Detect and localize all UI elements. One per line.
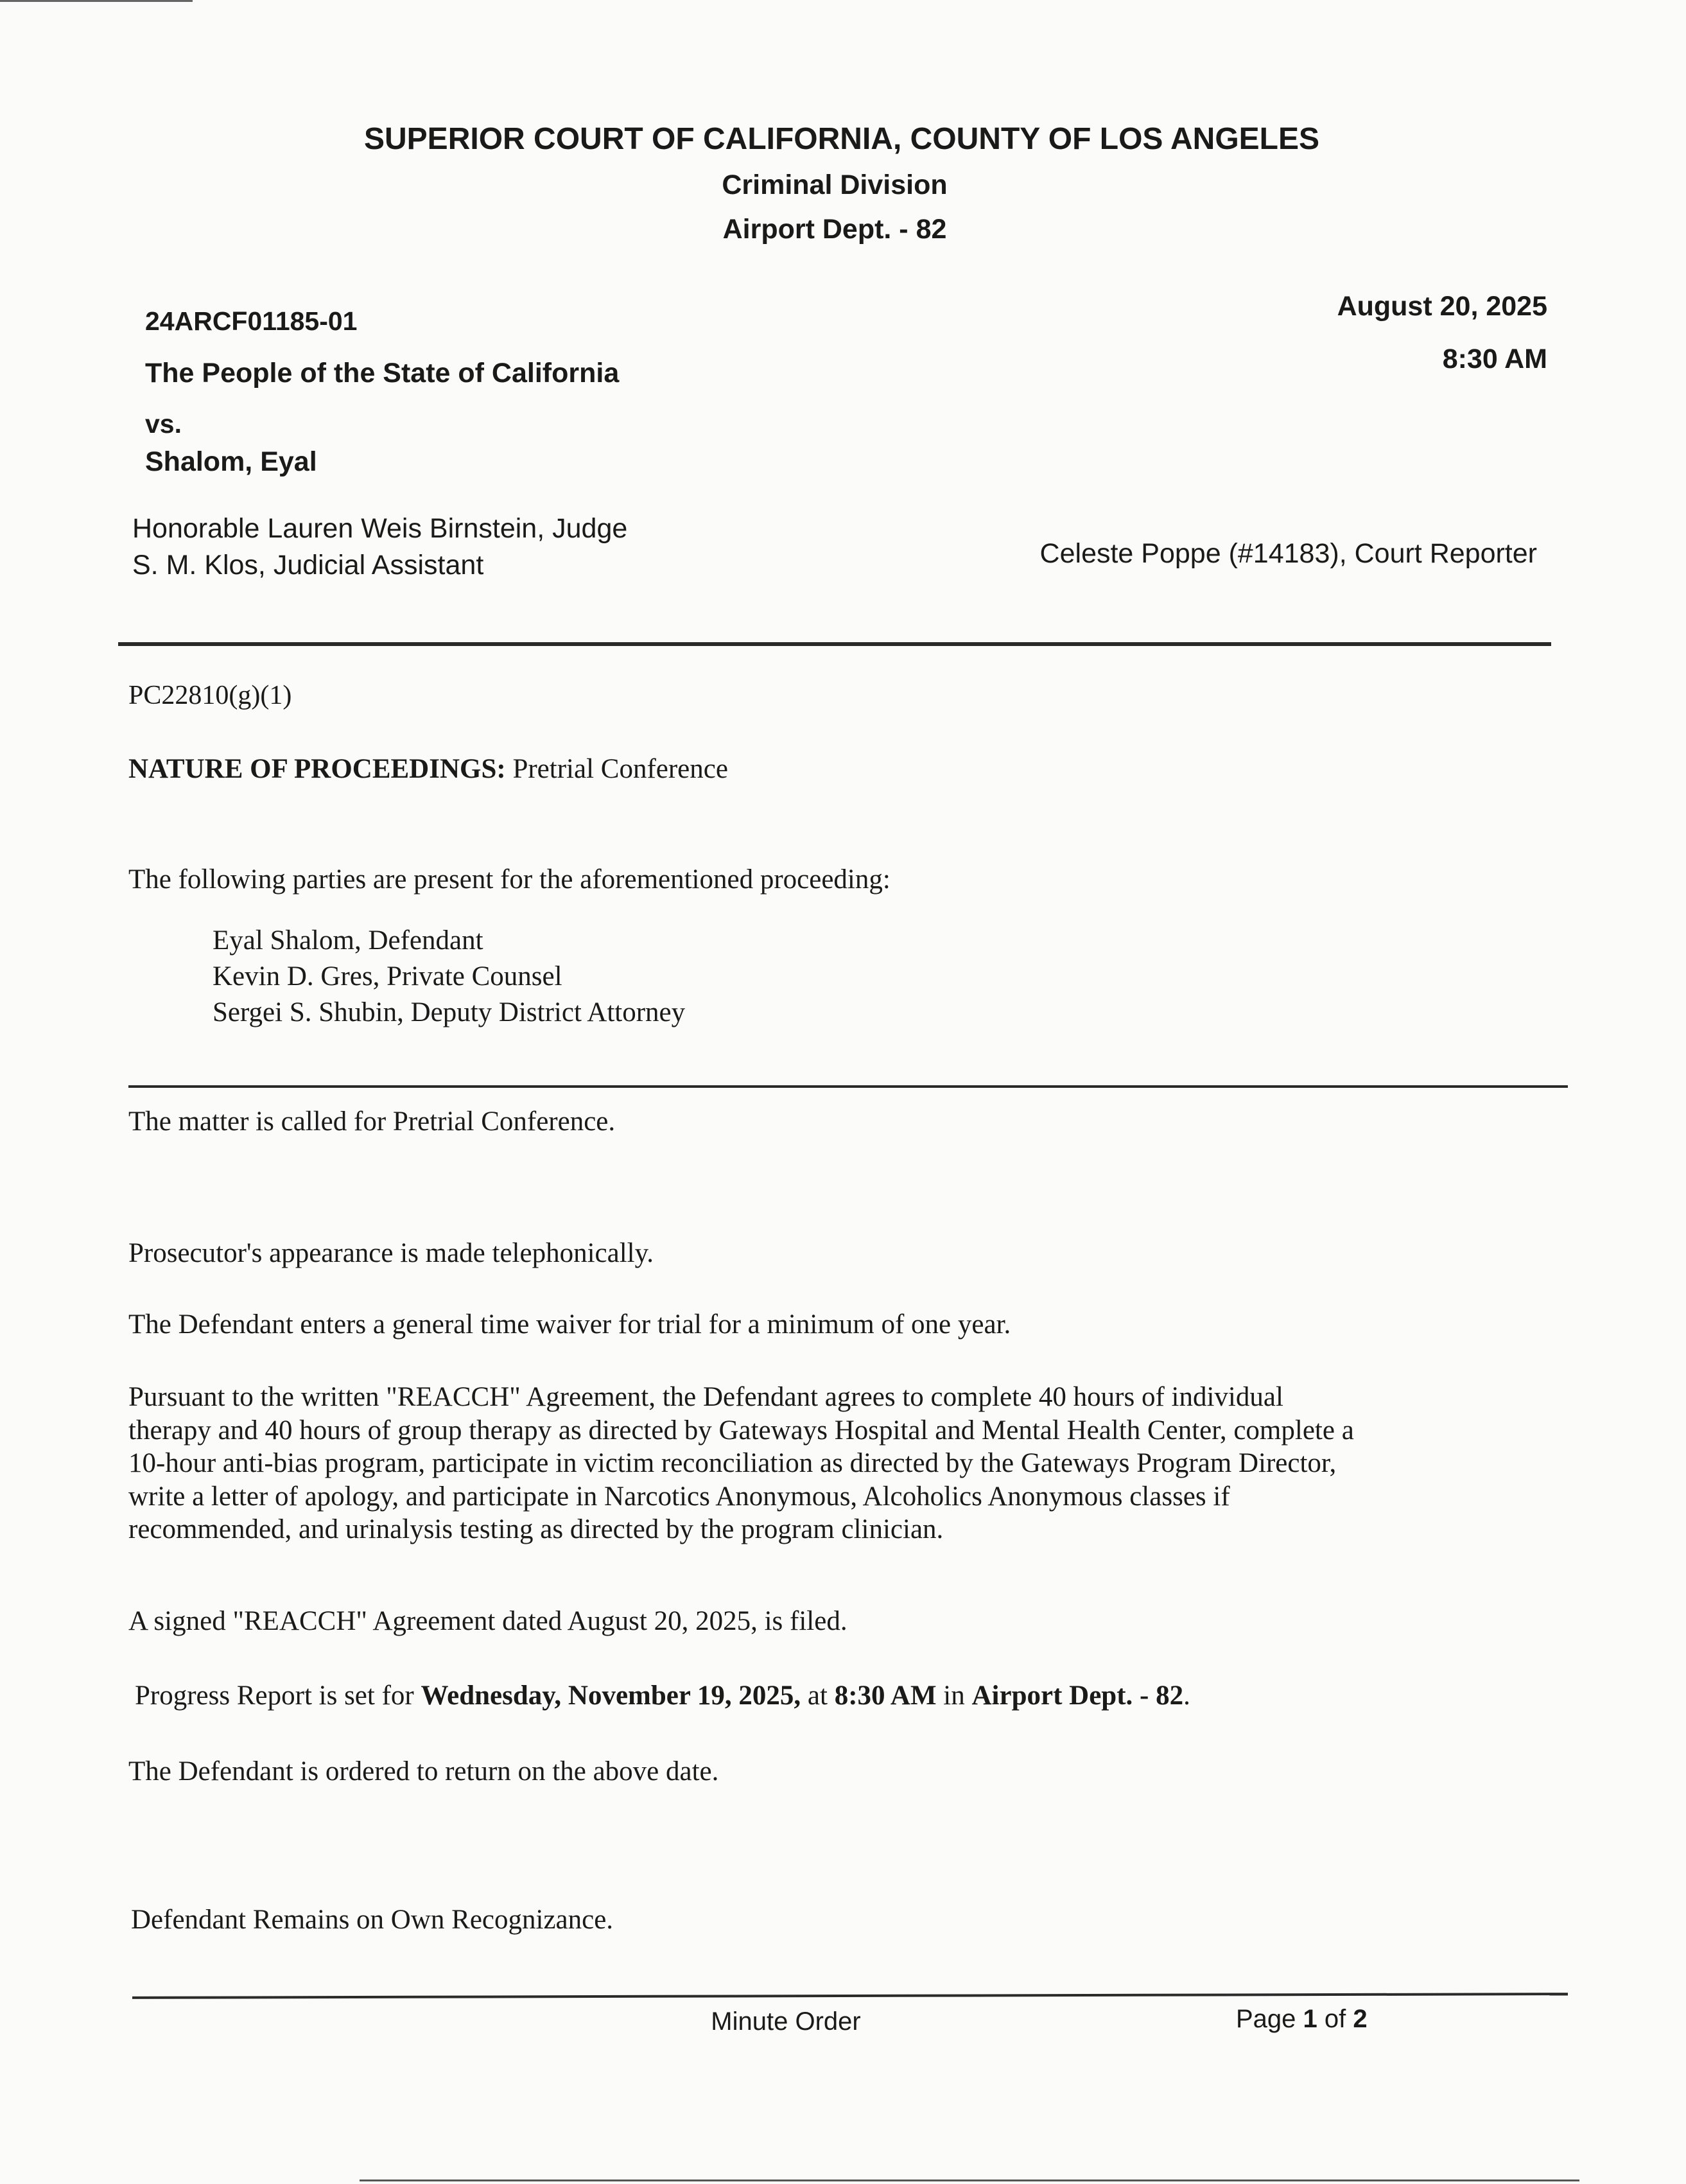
nature-value: Pretrial Conference xyxy=(512,754,728,784)
top-edge-line xyxy=(0,0,193,2)
agreement-paragraph xyxy=(128,1381,1579,1546)
page-total: 2 xyxy=(1353,2005,1368,2033)
defendant-name: Shalom, Eyal xyxy=(145,446,317,477)
bottom-edge-line xyxy=(360,2180,1579,2181)
footer-title: Minute Order xyxy=(711,2007,861,2036)
page-number xyxy=(1236,2004,1368,2034)
judicial-assistant: S. M. Klos, Judicial Assistant xyxy=(132,550,484,581)
header-divider xyxy=(118,642,1551,646)
agreement-line: 10-hour anti-bias program, participate in victim reconciliation as directed by the Gateways Program Director, xyxy=(128,1448,1337,1479)
prosecutor-appearance: Prosecutor's appearance is made telephonically. xyxy=(128,1238,654,1268)
time-waiver: The Defendant enters a general time waiver for trial for a minimum of one year. xyxy=(128,1309,1011,1340)
department: Airport Dept. - 82 xyxy=(722,214,947,245)
page-of: of xyxy=(1317,2005,1353,2033)
parties-divider xyxy=(128,1085,1568,1088)
progress-in: in xyxy=(936,1681,972,1711)
plaintiff: The People of the State of California xyxy=(145,358,620,389)
return-order: The Defendant is ordered to return on the above date. xyxy=(128,1756,719,1787)
progress-end: . xyxy=(1183,1681,1190,1711)
nature-label: NATURE OF PROCEEDINGS: xyxy=(128,754,506,784)
progress-date: Wednesday, November 19, 2025, xyxy=(421,1681,801,1711)
agreement-filed: A signed "REACCH" Agreement dated August 20, 2025, is filed. xyxy=(128,1606,847,1636)
party: Kevin D. Gres, Private Counsel xyxy=(213,961,562,992)
page-prefix: Page xyxy=(1236,2005,1303,2033)
case-number: 24ARCF01185-01 xyxy=(145,306,358,336)
parties-intro: The following parties are present for the aforementioned proceeding: xyxy=(128,864,891,895)
progress-report xyxy=(135,1679,1190,1713)
court-reporter: Celeste Poppe (#14183), Court Reporter xyxy=(1039,538,1537,569)
agreement-line: therapy and 40 hours of group therapy as directed by Gateways Hospital and Mental Health Center, complete a xyxy=(128,1415,1354,1446)
versus: vs. xyxy=(145,409,182,439)
agreement-line: Pursuant to the written "REACCH" Agreement, the Defendant agrees to complete 40 hours of individual xyxy=(128,1382,1283,1412)
matter-called: The matter is called for Pretrial Conference. xyxy=(128,1106,616,1137)
footer-divider xyxy=(132,1993,1568,1999)
nature-of-proceedings xyxy=(128,753,728,786)
recognizance: Defendant Remains on Own Recognizance. xyxy=(131,1905,614,1935)
division: Criminal Division xyxy=(722,170,948,200)
judge: Honorable Lauren Weis Birnstein, Judge xyxy=(132,513,628,544)
progress-at: at xyxy=(801,1681,835,1711)
progress-dept: Airport Dept. - 82 xyxy=(971,1681,1184,1711)
party: Eyal Shalom, Defendant xyxy=(213,925,483,956)
progress-prefix: Progress Report is set for xyxy=(135,1681,421,1711)
page-current: 1 xyxy=(1303,2005,1317,2033)
hearing-time: 8:30 AM xyxy=(1442,344,1547,374)
agreement-line: write a letter of apology, and participate in Narcotics Anonymous, Alcoholics Anonymous classes if xyxy=(128,1481,1230,1512)
court-title: SUPERIOR COURT OF CALIFORNIA, COUNTY OF LOS ANGELES xyxy=(363,122,1320,156)
progress-time: 8:30 AM xyxy=(834,1681,937,1711)
agreement-line: recommended, and urinalysis testing as directed by the program clinician. xyxy=(128,1514,944,1545)
party: Sergei S. Shubin, Deputy District Attorney xyxy=(213,997,686,1027)
charge-code: PC22810(g)(1) xyxy=(128,681,292,710)
hearing-date: August 20, 2025 xyxy=(1337,291,1547,322)
